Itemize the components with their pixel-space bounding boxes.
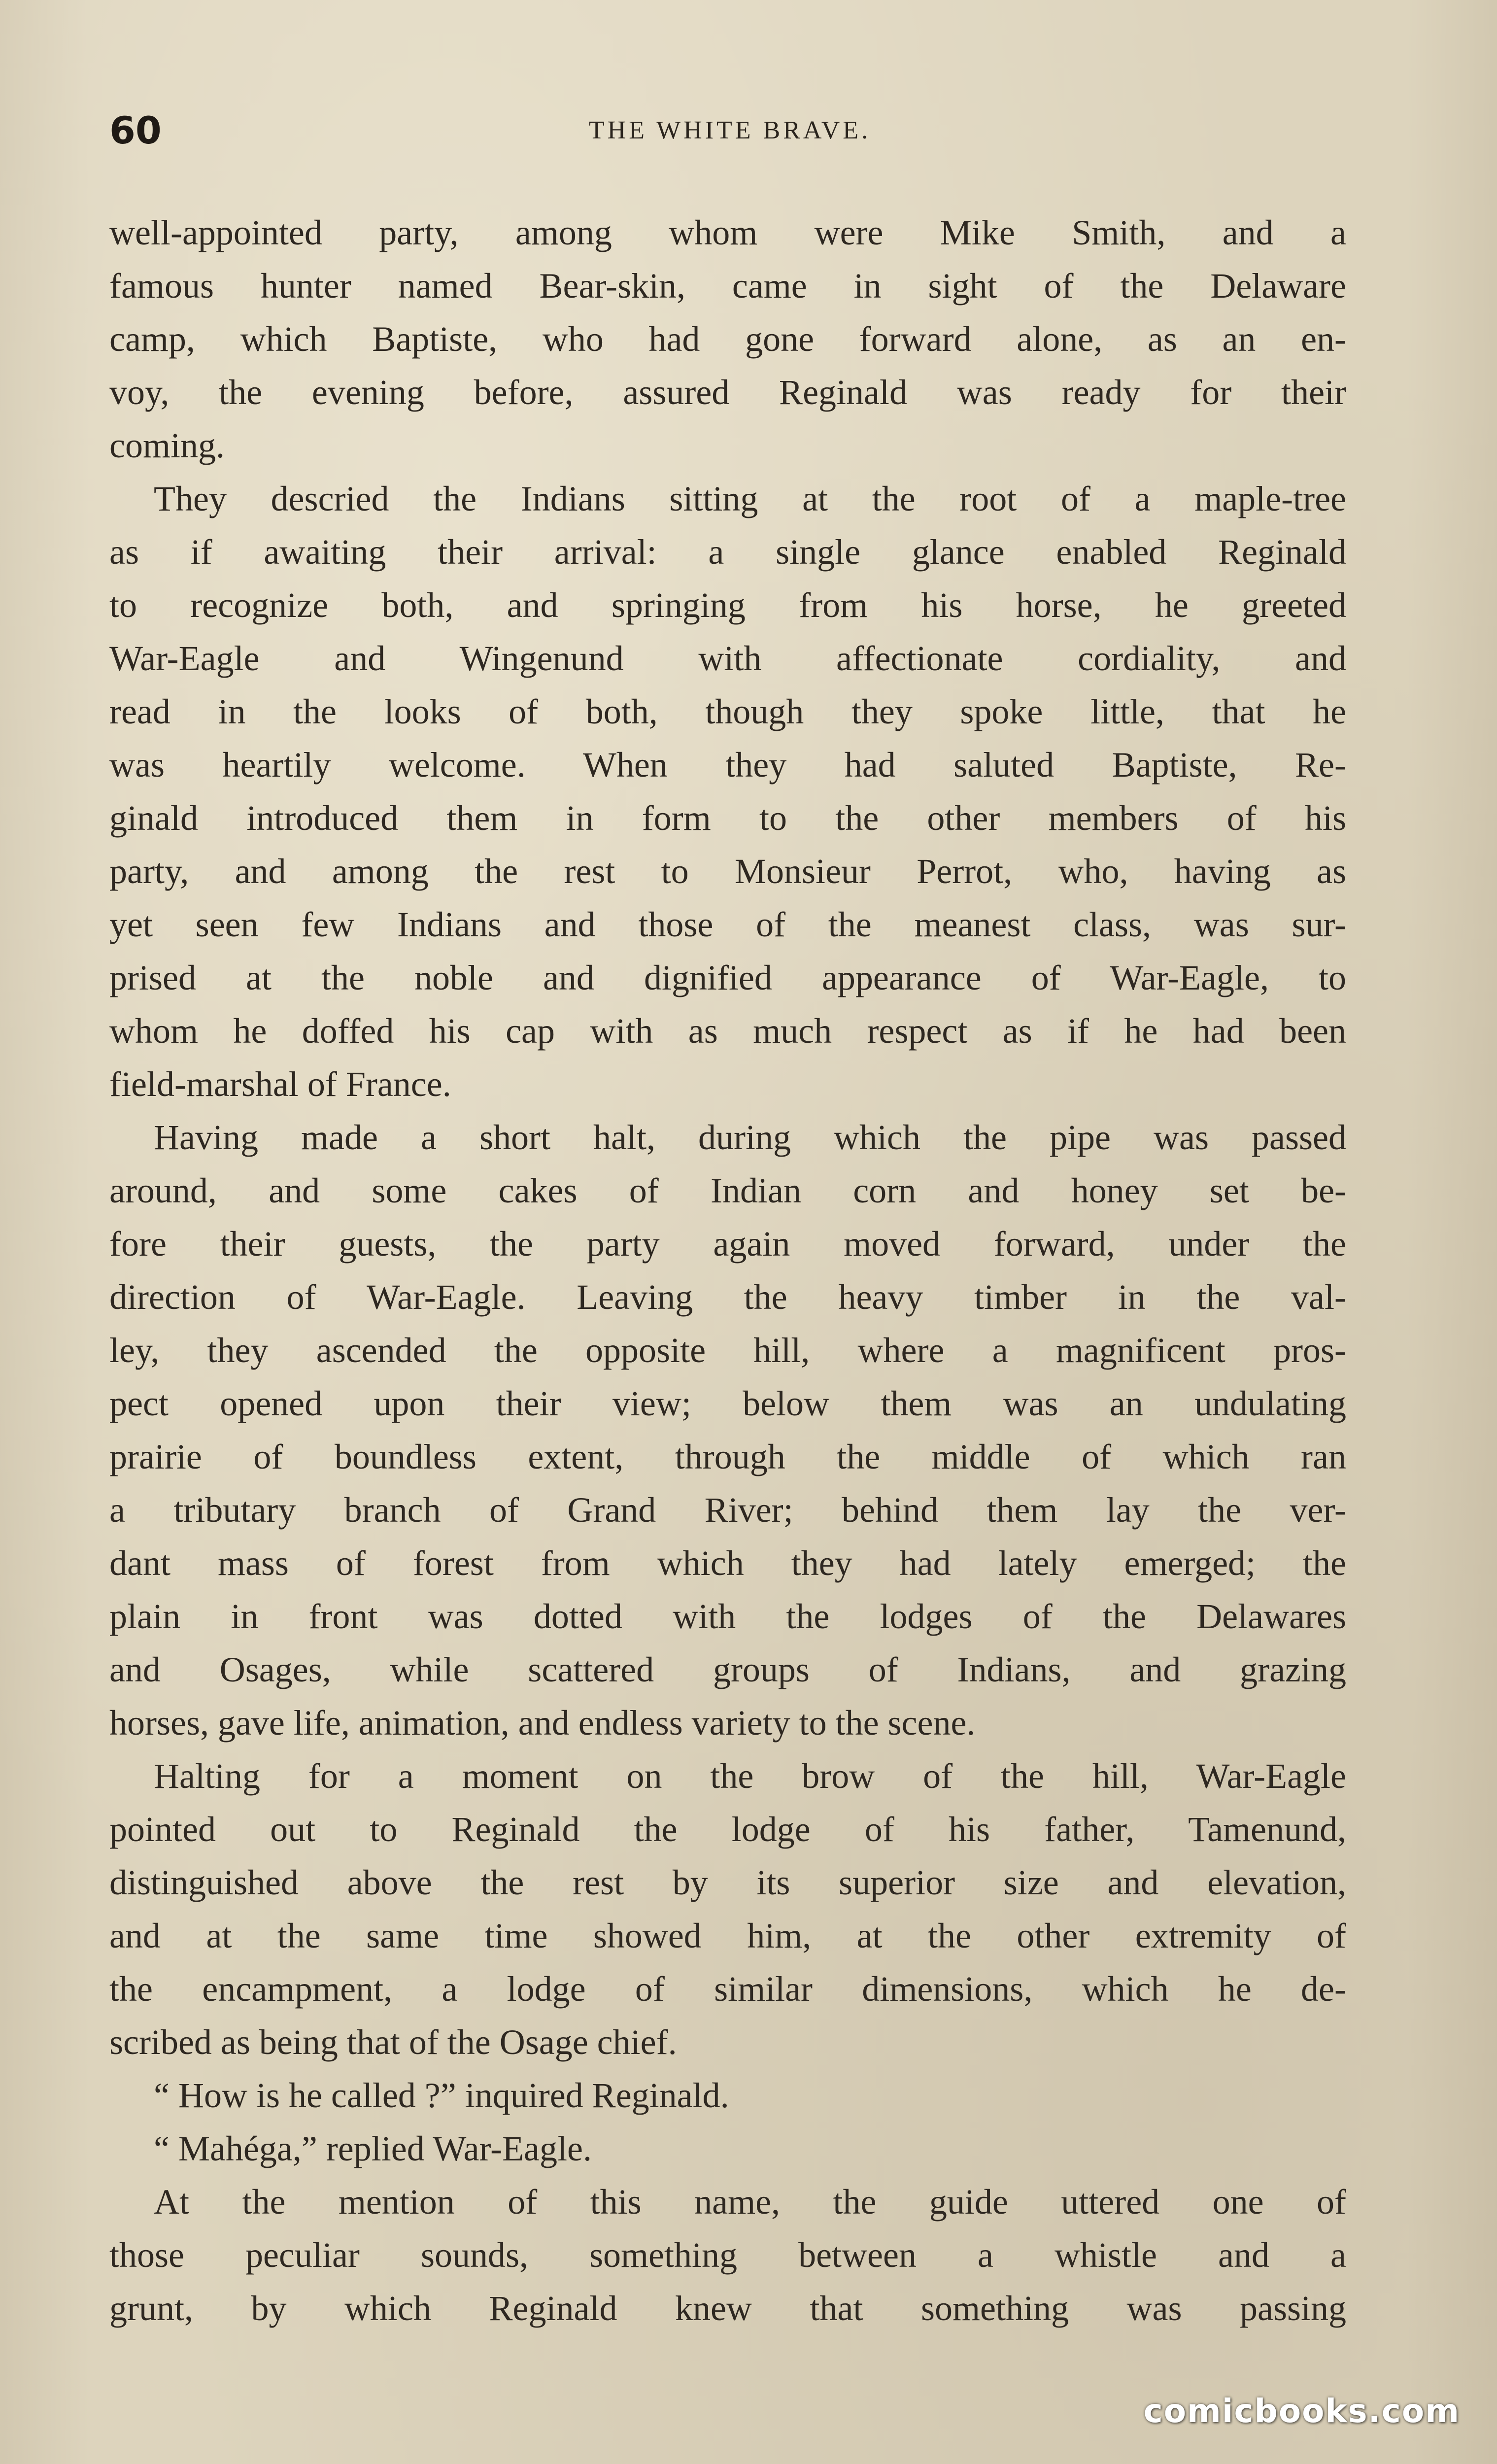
text-line: fore their guests, the party again moved forward, under the xyxy=(109,1224,1346,1264)
text-line: “ How is he called ?” inquired Reginald. xyxy=(154,2076,729,2115)
text-line: around, and some cakes of Indian corn and honey set be- xyxy=(109,1171,1346,1210)
text-line: read in the looks of both, though they spoke little, that he xyxy=(109,692,1346,731)
text-line: was heartily welcome. When they had saluted Baptiste, Re- xyxy=(109,745,1346,785)
text-line: prairie of boundless extent, through the middle of which ran xyxy=(109,1437,1346,1476)
text-line: yet seen few Indians and those of the meanest class, was sur- xyxy=(109,905,1346,944)
text-line: scribed as being that of the Osage chief. xyxy=(109,2022,677,2062)
text-line: Halting for a moment on the brow of the hill, War-Eagle xyxy=(154,1756,1346,1796)
page-number: 60 xyxy=(109,108,162,152)
text-line: “ Mahéga,” replied War-Eagle. xyxy=(154,2129,592,2168)
body-text xyxy=(109,206,1346,2335)
text-line: ley, they ascended the opposite hill, where a magnificent pros- xyxy=(109,1331,1346,1370)
text-line: They descried the Indians sitting at the root of a maple-tree xyxy=(154,479,1346,518)
text-line: grunt, by which Reginald knew that something was passing xyxy=(109,2289,1346,2328)
text-line: as if awaiting their arrival: a single glance enabled Reginald xyxy=(109,532,1346,572)
text-line: party, and among the rest to Monsieur Perrot, who, having as xyxy=(109,852,1346,891)
running-title: THE WHITE BRAVE. xyxy=(588,116,871,144)
text-line: to recognize both, and springing from his horse, he greeted xyxy=(109,585,1346,625)
text-line: Having made a short halt, during which the pipe was passed xyxy=(154,1118,1346,1157)
paragraph xyxy=(109,1749,1346,2069)
text-line: a tributary branch of Grand River; behind them lay the ver- xyxy=(109,1490,1346,1530)
page-header xyxy=(109,103,1350,158)
text-line: and at the same time showed him, at the other extremity of xyxy=(109,1916,1346,1955)
text-line: At the mention of this name, the guide uttered one of xyxy=(154,2182,1346,2222)
text-line: whom he doffed his cap with as much respect as if he had been xyxy=(109,1011,1346,1051)
text-line: voy, the evening before, assured Reginald was ready for their xyxy=(109,373,1346,412)
text-line: dant mass of forest from which they had lately emerged; the xyxy=(109,1543,1346,1583)
text-line: plain in front was dotted with the lodges of the Delawares xyxy=(109,1597,1346,1636)
text-line: pect opened upon their view; below them was an undulating xyxy=(109,1384,1346,1423)
text-line: the encampment, a lodge of similar dimensions, which he de- xyxy=(109,1969,1346,2009)
text-line: field-marshal of France. xyxy=(109,1064,451,1104)
paragraph xyxy=(109,2122,1346,2175)
text-line: War-Eagle and Wingenund with affectionate cordiality, and xyxy=(109,639,1346,678)
text-line: famous hunter named Bear-skin, came in sight of the Delaware xyxy=(109,266,1346,306)
watermark: comicbooks.com xyxy=(1143,2392,1460,2430)
text-line: distinguished above the rest by its superior size and elevation, xyxy=(109,1863,1346,1902)
text-line: camp, which Baptiste, who had gone forward alone, as an en- xyxy=(109,319,1346,359)
text-line: ginald introduced them in form to the other members of his xyxy=(109,798,1346,838)
text-line: direction of War-Eagle. Leaving the heavy timber in the val- xyxy=(109,1277,1346,1317)
text-line: pointed out to Reginald the lodge of his father, Tamenund, xyxy=(109,1810,1346,1849)
paragraph xyxy=(109,1111,1346,1749)
text-line: those peculiar sounds, something between a whistle and a xyxy=(109,2235,1346,2275)
paragraph xyxy=(109,472,1346,1111)
text-line: and Osages, while scattered groups of Indians, and grazing xyxy=(109,1650,1346,1689)
text-line: well-appointed party, among whom were Mike Smith, and a xyxy=(109,213,1346,252)
text-line: horses, gave life, animation, and endless variety to the scene. xyxy=(109,1703,976,1743)
paragraph xyxy=(109,2069,1346,2122)
paragraph xyxy=(109,2175,1346,2335)
text-line: prised at the noble and dignified appearance of War-Eagle, to xyxy=(109,958,1346,997)
text-line: coming. xyxy=(109,426,225,465)
paragraph xyxy=(109,206,1346,472)
